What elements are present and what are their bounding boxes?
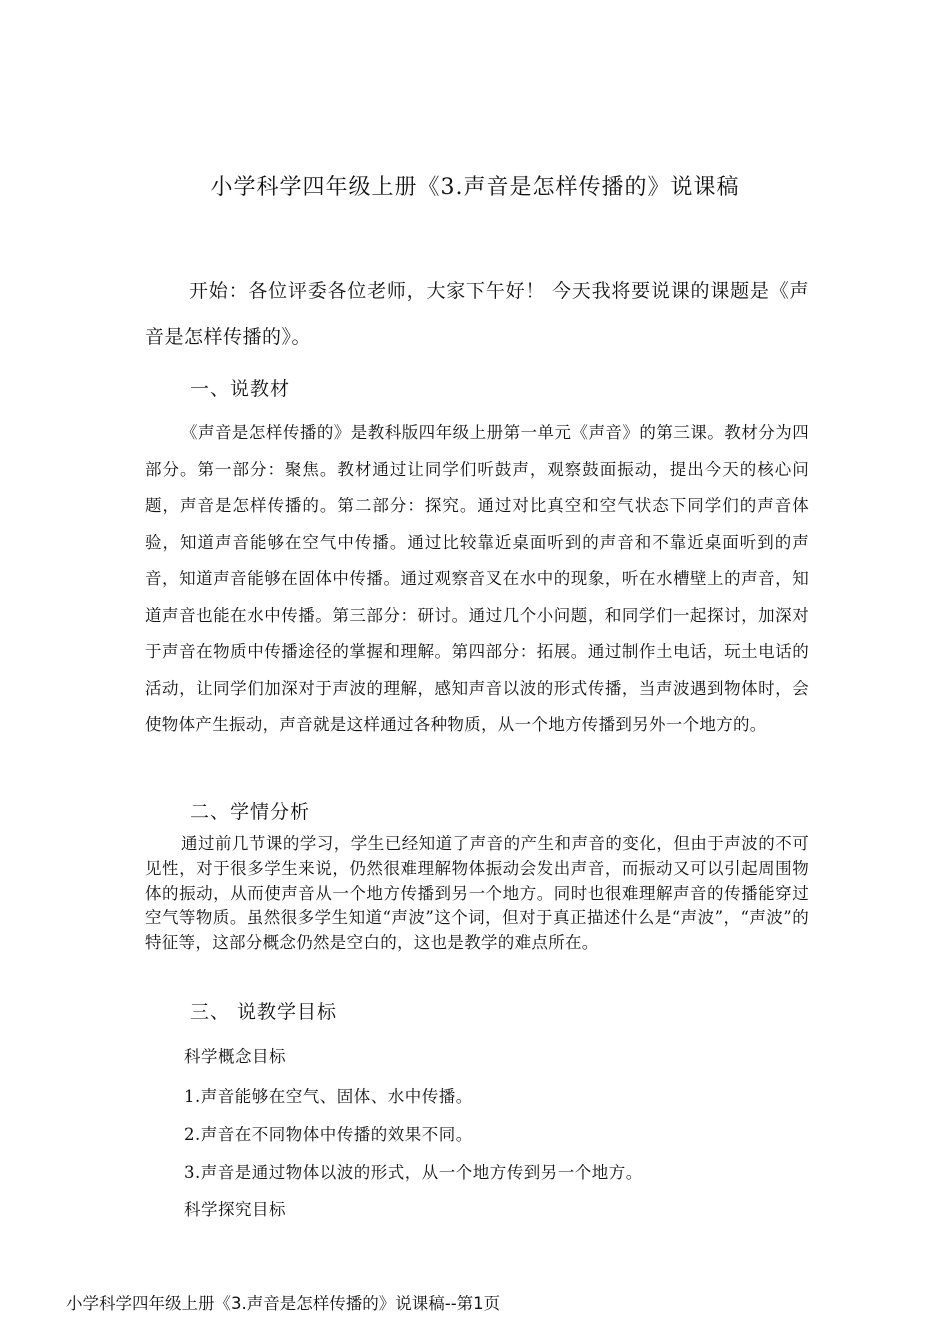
- section-body-textbook: 《声音是怎样传播的》是教科版四年级上册第一单元《声音》的第三课。教材分为四部分。第一部分：聚焦。教材通过让同学们听鼓声，观察鼓面振动，提出今天的核心问题，声音是怎样传播的。第二部分：探究。通过对比真空和空气状态下同学们的声音体验，知道声音能够在空气中传播。通过比较靠近桌面听到的声音和不靠近桌面听到的声音，知道声音能够在固体中传播。通过观察音叉在水中的现象，听在水槽壁上的声音，知道声音也能在水中传播。第三部分：研讨。通过几个小问题，和同学们一起探讨，加深对于声音在物质中传播途径的掌握和理解。第四部分：拓展。通过制作土电话，玩土电话的活动，让同学们加深对于声波的理解，感知声音以波的形式传播，当声波遇到物体时，会使物体产生振动，声音就是这样通过各种物质，从一个地方传播到另外一个地方的。: [145, 423, 809, 734]
- section-body-learner-analysis: 通过前几节课的学习，学生已经知道了声音的产生和声音的变化，但由于声波的不可见性，对于很多学生来说，仍然很难理解物体振动会发出声音，而振动又可以引起周围物体的振动，从而使声音从一个地方传播到另一个地方。同时也很难理解声音的传播能穿过空气等物质。虽然很多学生知道“声波”这个词，但对于真正描述什么是“声波”，“声波”的特征等，这部分概念仍然是空白的，这也是教学的难点所在。: [145, 834, 809, 953]
- goal-subheading-inquiry: 科学探究目标: [184, 1200, 286, 1219]
- document-title: 小学科学四年级上册《3.声音是怎样传播的》说课稿: [210, 175, 740, 200]
- goal-item: 2.声音在不同物体中传播的效果不同。: [184, 1125, 473, 1144]
- section-heading-teaching-goals: 三、 说教学目标: [190, 1001, 338, 1023]
- goal-item: 3.声音是通过物体以波的形式，从一个地方传到另一个地方。: [184, 1163, 643, 1182]
- goal-item: 1.声音能够在空气、固体、水中传播。: [184, 1087, 473, 1106]
- intro-paragraph: 开始：各位评委各位老师，大家下午好！ 今天我将要说课的课题是《声音是怎样传播的》。: [145, 280, 809, 348]
- goal-subheading-concept: 科学概念目标: [184, 1047, 286, 1066]
- section-heading-textbook: 一、说教材: [190, 378, 291, 400]
- section-heading-learner-analysis: 二、学情分析: [190, 801, 311, 823]
- page-footer: 小学科学四年级上册《3.声音是怎样传播的》说课稿--第1页: [66, 1294, 501, 1313]
